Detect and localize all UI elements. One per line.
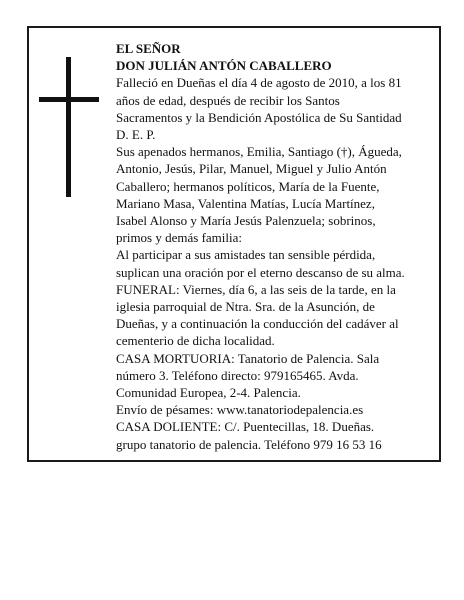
notice-line: cementerio de dicha localidad.	[116, 333, 275, 349]
notice-line: Caballero; hermanos políticos, María de la Fuente,	[116, 178, 380, 194]
notice-line: Envío de pésames: www.tanatoriodepalencia.es	[116, 402, 364, 418]
notice-line: Dueñas, y a continuación la conducción del cadáver al	[116, 316, 399, 332]
notice-line: Comunidad Europea, 2-4. Palencia.	[116, 385, 301, 401]
notice-text	[116, 40, 432, 453]
notice-line: CASA DOLIENTE: C/. Puentecillas, 18. Dueñas.	[116, 419, 375, 435]
notice-line: CASA MORTUORIA: Tanatorio de Palencia. Sala	[116, 350, 380, 366]
notice-line: iglesia parroquial de Ntra. Sra. de la Asunción, de	[116, 299, 375, 315]
notice-line: Al participar a sus amistades tan sensible pérdida,	[116, 247, 376, 263]
notice-line: Sacramentos y la Bendición Apostólica de Su Santidad	[116, 109, 402, 125]
notice-line: Falleció en Dueñas el día 4 de agosto de 2010, a los 81	[116, 75, 402, 91]
cross-vertical-bar	[66, 57, 71, 197]
notice-line: Sus apenados hermanos, Emilia, Santiago (†), Águeda,	[116, 144, 402, 160]
notice-line: D. E. P.	[116, 127, 156, 143]
notice-line: años de edad, después de recibir los Santos	[116, 92, 340, 108]
notice-line: Mariano Masa, Valentina Matías, Lucía Martínez,	[116, 195, 375, 211]
obituary-notice	[27, 26, 441, 462]
notice-line: FUNERAL: Viernes, día 6, a las seis de la tarde, en la	[116, 281, 396, 297]
notice-heading-title: EL SEÑOR	[116, 41, 181, 56]
notice-line: Antonio, Jesús, Pilar, Manuel, Miguel y Julio Antón	[116, 161, 387, 177]
notice-line: número 3. Teléfono directo: 979165465. Avda.	[116, 367, 359, 383]
deceased-name: DON JULIÁN ANTÓN CABALLERO	[116, 58, 332, 74]
cross-horizontal-bar	[39, 97, 99, 102]
notice-line: primos y demás familia:	[116, 230, 243, 246]
notice-line: Isabel Alonso y María Jesús Palenzuela; sobrinos,	[116, 213, 376, 229]
cross-icon	[39, 57, 99, 197]
notice-line: grupo tanatorio de palencia. Teléfono 979 16 53 16	[116, 436, 382, 452]
notice-line: suplican una oración por el eterno descanso de su alma.	[116, 264, 405, 280]
